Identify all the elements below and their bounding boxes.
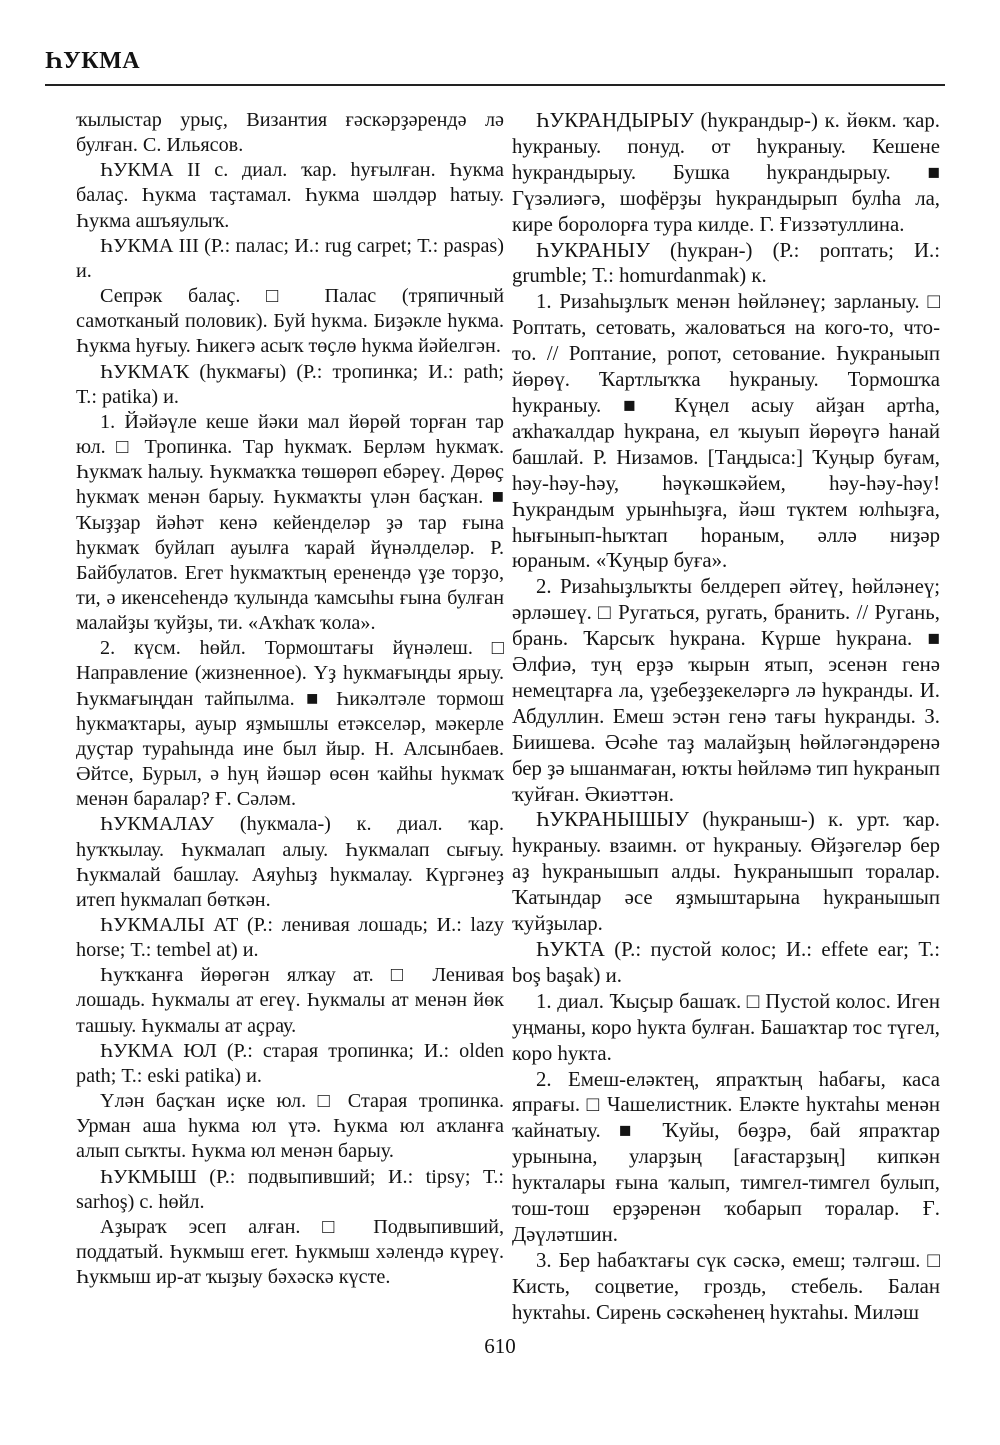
entry-paragraph: Үлән баҫҡан иҫке юл. □ Старая тропинка. Урман аша һукма юл үтә. Һукма юл аҡланға алып сыҡты. Һукма юл менән барыу. [76, 1090, 504, 1163]
entry-paragraph: 2. күсм. һөйл. Тормоштағы йүнәлеш. □ Направление (жизненное). Үҙ һукмағыңды ярыу. Һукмағыңдан тайпылма. ■ Һикәлтәле тормош һукмаҡтары, ауыр яҙмышлы етәкселәр, мәкерле дуҫтар тураһында ине был йыр. Н. Алсынбаев. Әйтсе, Бурыл, ә һуң йәшәр өсөн ҡайһы һукмаҡ менән баралар? Ғ. Сәләм. [76, 637, 504, 811]
page-number: 610 [484, 1334, 516, 1358]
entry-paragraph: ҡылыстар урыҫ, Византия ғәскәрҙәрендә лә булған. С. Ильясов. [76, 109, 504, 157]
entry-paragraph: 1. Йәйәүле кеше йәки мал йөрөй торған тар юл. □ Тропинка. Тар һукмаҡ. Берләм һукмаҡ. Һукмаҡ һалыу. Һукмаҡҡа төшөрөп ебәреү. Дөрөҫ һукмаҡ менән барыу. Һукмаҡты үлән баҫҡан. ■ Ҡыҙҙар йәһәт кенә кейенделәр ҙә тар ғына һукмаҡ буйлап ауылға ҡарай йүнәлделәр. Р. Байбулатов. Егет һукмаҡтың еренендә үҙе торҙо, ти, ә икенсеһендә ҡулында ҡамсыһы ғына булған малайҙы ҡуйҙы, ти. «Аҡһаҡ ҡола». [76, 410, 504, 635]
entry-paragraph: ҺУКРАНДЫРЫУ (һукрандыр-) к. йөкм. ҡар. һукраныу. понуд. от һукраныу. Кешене һукрандырыу. Бушка һукрандырыу. ■ Гүзәлиәгә, шофёрҙы һукрандырып булһа ла, кире боролорға тура килде. Г. Ғиззәтуллина. [512, 109, 940, 236]
entry-paragraph: ҺУКМАЛЫ АТ (Р.: ленивая лошадь; И.: lazy horse; Т.: tembel at) и. [76, 914, 504, 962]
entry-paragraph: ҺУКМА II с. диал. ҡар. һуғылған. Һукма балаҫ. Һукма таҫтамал. Һукма шәлдәр һатыу. Һукма ашъяулыҡ. [76, 159, 504, 232]
entry-paragraph: 2. Емеш-еләктең, япраҡтың һабағы, каса япрағы. □ Чашелистник. Еләкте һуктаһы менән ҡайнатыу. ■ Ҡуйы, бөҙрә, бай япраҡтар урынына, уларҙың [ағастарҙың] кипкән һукталары ғына ҡалып, тимгел-тимгел булып, тош-тош ерҙәренән ҡобарып торалар. Ғ. Дәүләтшин. [512, 1067, 940, 1246]
entry-paragraph: 2. Ризаһыҙлыҡты белдереп әйтеү, һөйләнеү; әрләшеү. □ Ругаться, ругать, бранить. // Ругань, брань. Ҡарсыҡ һукрана. Күрше һукрана. ■ Әлфиә, туң ерҙә ҡырын ятып, эсенән генә немецтарға ла, үҙебеҙҙекеләргә лә һукранды. И. Абдуллин. Емеш эстән генә тағы һукранды. З. Биишева. Әсәһе таҙ малайҙың һөйләгәндәренә бер ҙә ышанмаған, юҡты һөйләмә тип һукранып ҡуйған. Әкиәттән. [512, 575, 940, 806]
entry-paragraph: ҺУКРАНЫУ (һукран-) (Р.: роптать; И.: grumble; Т.: homurdanmak) к. [512, 238, 940, 288]
entry-paragraph: ҺУКМАҠ (һукмағы) (Р.: тропинка; И.: path; Т.: patika) и. [76, 360, 504, 408]
entry-paragraph: Һуҡҡанға йөрөгән ялҡау ат. □ Ленивая лошадь. Һукмалы ат егеү. Һукмалы ат менән йөк ташыу. Һукмалы ат аҫрау. [76, 964, 504, 1037]
entry-paragraph: ҺУКМА ЮЛ (Р.: старая тропинка; И.: olden path; Т.: eski patika) и. [76, 1039, 504, 1087]
entry-paragraph: 1. Ризаһыҙлыҡ менән һөйләнеү; зарланыу. □ Роптать, сетовать, жаловаться на кого-то, что-то. // Роптание, ропот, сетование. Һукраныып йөрөү. Ҡартлыҡҡа һукраныу. Тормошҡа һукраныу. ■ Күңел асыу айҙан артһа, аҡһаҡалдар һукрана, ел ҡыуып йөрөүгә һанай башлай. Р. Низамов. [Таңдыса:] Ҡуңыр буғам, һәу-һәу-һәу, һәүкәшкәйем, һәу-һәу-һәу! Һукрандым урынһыҙға, йәш түктем юлһыҙға, һығынып-һыҡтап һораным, әллә ниҙәр юраным. «Ҡуңыр буға». [512, 290, 940, 573]
entry-paragraph: ҺУКТА (Р.: пустой колос; И.: effete ear; Т.: boş başak) и. [512, 938, 940, 987]
entry-paragraph: 3. Бер һабаҡтағы сүк сәскә, емеш; тәлгәш. □ Кисть, соцветие, гроздь, стебель. Балан һуктаһы. Сирень сәскәһенең һуктаһы. Миләш [512, 1248, 940, 1324]
entry-paragraph: 1. диал. Ҡыҫыр башаҡ. □ Пустой колос. Иген уңманы, коро һукта булған. Башаҡтар тос түгел, коро һукта. [512, 989, 940, 1065]
header-rule [45, 84, 945, 86]
running-head: ҺУКМА [45, 48, 141, 74]
right-column [512, 108, 940, 1326]
entry-paragraph: ҺУКМЫШ (Р.: подвыпивший; И.: tipsy; Т.: sarhoş) с. һөйл. [76, 1165, 504, 1213]
entry-paragraph: ҺУКРАНЫШЫУ (һукраныш-) к. урт. ҡар. һукраныу. взаимн. от һукраныу. Өйҙәгеләр бер аҙ һукранышып алды. Һукранышып торалар. Ҡатындар әсе яҙмыштарына һукранышып ҡуйҙылар. [512, 808, 940, 936]
entry-paragraph: Аҙыраҡ эсеп алған. □ Подвыпивший, поддатый. Һукмыш егет. Һукмыш хәлендә күреү. Һукмыш ир-ат ҡыҙыу бәхәскә күсте. [76, 1215, 504, 1289]
entry-paragraph: ҺУКМА III (Р.: палас; И.: rug carpet; Т.: paspas) и. [76, 234, 504, 282]
entry-paragraph: Сепрәк балаҫ. □ Палас (тряпичный самотканый половик). Буй һукма. Биҙәкле һукма. Һукма һуғыу. Һикегә асыҡ төҫлө һукма йәйелгән. [76, 285, 504, 358]
left-column [76, 108, 504, 1290]
entry-paragraph: ҺУКМАЛАУ (һукмала-) к. диал. ҡар. һуҡҡылау. Һукмалап алыу. Һукмалап сығыу. Һукмалай башлау. Аяуһыҙ һукмалау. Күргәнеҙ итеп һукмалап бөткән. [76, 813, 504, 911]
